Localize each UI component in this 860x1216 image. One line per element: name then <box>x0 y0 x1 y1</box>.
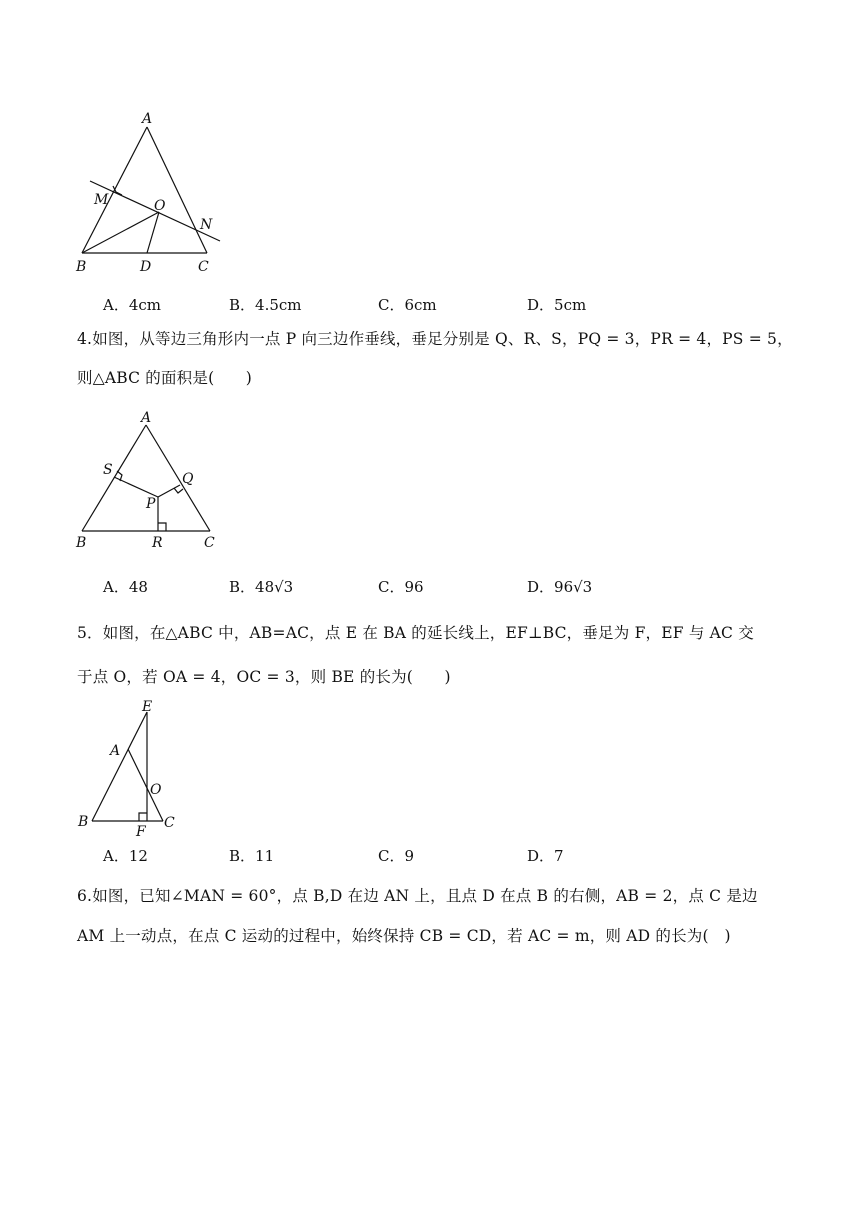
q5-option-d[interactable]: D．7 <box>527 847 564 865</box>
label-C: C <box>198 259 209 275</box>
label-A: A <box>142 111 153 127</box>
label-O: O <box>154 198 166 214</box>
q4-text-line2: 则△ABC 的面积是( ) <box>77 369 252 387</box>
q5-option-b[interactable]: B．11 <box>229 847 275 865</box>
figure-q3-triangle <box>70 105 230 280</box>
q4-option-a[interactable]: A．48 <box>103 578 148 596</box>
label-F: F <box>136 824 146 840</box>
q5-option-c[interactable]: C．9 <box>378 847 415 865</box>
figure-q5-triangle <box>70 695 190 840</box>
label-E: E <box>142 699 153 715</box>
q3-option-c[interactable]: C．6cm <box>378 296 437 314</box>
label-C: C <box>204 535 215 551</box>
q6-text-line1: 6.如图，已知∠MAN = 60°，点 B,D 在边 AN 上，且点 D 在点 B 的右侧，AB = 2，点 C 是边 <box>77 887 758 905</box>
label-B: B <box>76 259 87 275</box>
q4-option-c[interactable]: C．96 <box>378 578 424 596</box>
label-D: D <box>140 259 152 275</box>
q4-option-b[interactable]: B．48√3 <box>229 578 294 596</box>
q5-text-line1: 5．如图，在△ABC 中，AB=AC，点 E 在 BA 的延长线上，EF⊥BC，垂足为 F，EF 与 AC 交 <box>77 624 754 642</box>
label-S: S <box>103 462 113 478</box>
label-B: B <box>78 814 89 830</box>
q3-option-b[interactable]: B．4.5cm <box>229 296 302 314</box>
label-B: B <box>76 535 87 551</box>
q3-option-a[interactable]: A．4cm <box>103 296 162 314</box>
q4-option-d[interactable]: D．96√3 <box>527 578 593 596</box>
label-A: A <box>110 743 121 759</box>
label-M: M <box>94 192 109 208</box>
q5-option-a[interactable]: A．12 <box>103 847 148 865</box>
label-O: O <box>150 782 162 798</box>
label-P: P <box>146 496 156 512</box>
q5-options <box>103 845 803 869</box>
figure-q4-triangle <box>70 405 230 555</box>
q4-text-line1: 4.如图，从等边三角形内一点 P 向三边作垂线，垂足分别是 Q、R、S，PQ = 3，PR = 4，PS = 5， <box>77 330 793 348</box>
q3-options <box>103 294 803 318</box>
q3-option-d[interactable]: D．5cm <box>527 296 587 314</box>
label-R: R <box>152 535 163 551</box>
q6-text-line2: AM 上一动点，在点 C 运动的过程中，始终保持 CB = CD，若 AC = m，则 AD 的长为( ) <box>77 927 731 945</box>
label-C: C <box>164 815 175 831</box>
q5-text-line2: 于点 O，若 OA = 4，OC = 3，则 BE 的长为( ) <box>77 668 451 686</box>
label-Q: Q <box>182 471 194 487</box>
q4-options <box>103 576 803 600</box>
label-A: A <box>141 410 152 426</box>
label-N: N <box>200 217 213 233</box>
